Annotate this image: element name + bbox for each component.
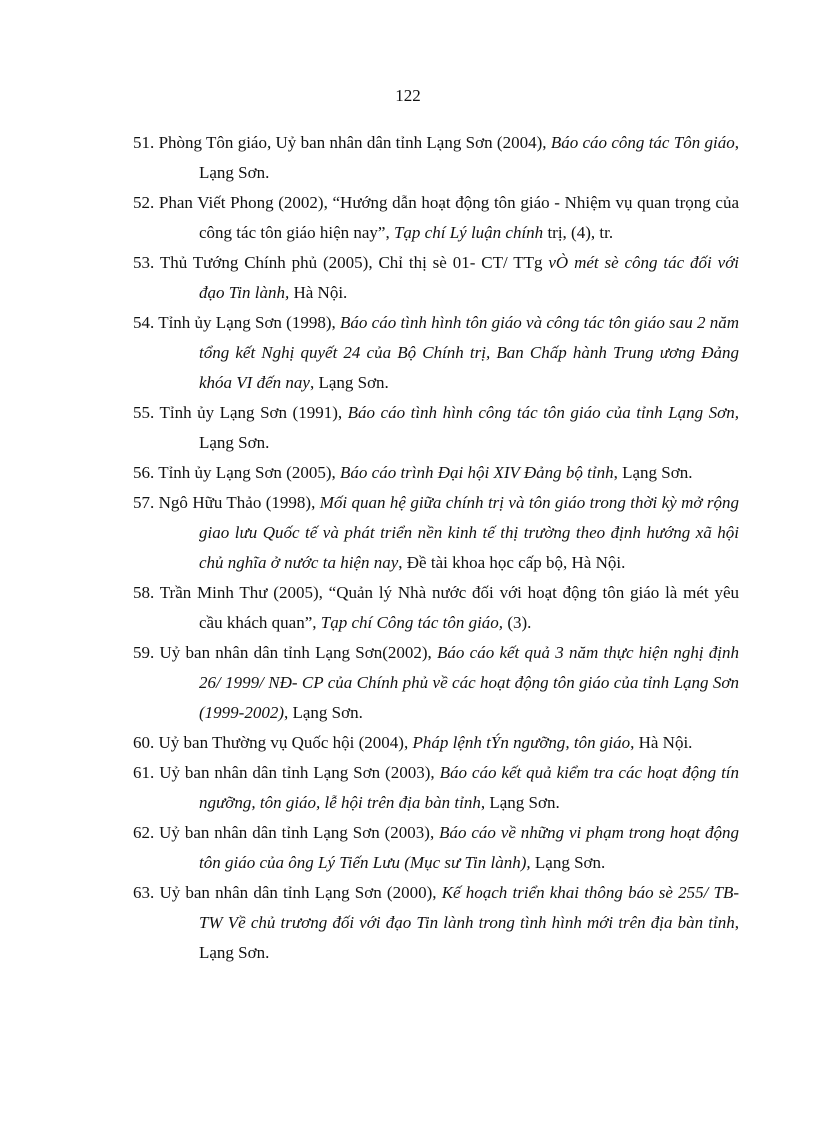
reference-number: 62. xyxy=(133,823,155,842)
reference-rest: Hà Nội. xyxy=(289,283,348,302)
reference-title: Báo cáo tình hình tôn giáo và công tác tôn giáo sau 2 năm tổng kết Nghị quyết 24 của Bộ Chính trị, Ban Chấp hành Trung ương Đảng khóa VI đến nay xyxy=(199,313,740,392)
reference-number: 63. xyxy=(133,883,155,902)
reference-list xyxy=(133,128,739,968)
reference-author: Uỷ ban Thường vụ Quốc hội (2004), xyxy=(158,733,409,752)
reference-item xyxy=(133,488,739,578)
reference-item xyxy=(133,638,739,728)
reference-rest: , Lạng Sơn. xyxy=(283,703,363,722)
reference-author: Phan Viết Phong (2002), “Hướng dẫn hoạt động tôn giáo - Nhiệm vụ quan trọng của công tác tôn giáo hiện nay”, xyxy=(158,193,739,242)
reference-author: Uỷ ban nhân dân tỉnh Lạng Sơn (2003), xyxy=(159,763,435,782)
reference-item xyxy=(133,308,739,398)
reference-number: 55. xyxy=(133,403,155,422)
reference-title: Tạp chí Công tác tôn giáo, xyxy=(320,613,504,632)
reference-rest: , Đề tài khoa học cấp bộ, Hà Nội. xyxy=(398,553,626,572)
reference-author: Uỷ ban nhân dân tỉnh Lạng Sơn (2003), xyxy=(159,823,435,842)
reference-item xyxy=(133,458,739,488)
reference-rest: , Lạng Sơn. xyxy=(480,793,560,812)
reference-rest: trị, (4), tr. xyxy=(543,223,614,242)
reference-title: Pháp lệnh tÝn ngưỡng, tôn giáo xyxy=(412,733,631,752)
reference-item xyxy=(133,578,739,638)
reference-rest: Lạng Sơn. xyxy=(530,853,606,872)
reference-title: vÒ mét sè công tác đối với đạo Tin lành, xyxy=(199,253,739,302)
reference-number: 54. xyxy=(133,313,155,332)
reference-rest: , Lạng Sơn. xyxy=(309,373,389,392)
page-number: 122 xyxy=(395,86,421,105)
reference-rest: Lạng Sơn. xyxy=(199,433,270,452)
reference-item xyxy=(133,248,739,308)
reference-number: 61. xyxy=(133,763,155,782)
reference-item xyxy=(133,188,739,248)
reference-item xyxy=(133,398,739,458)
reference-rest: , Lạng Sơn. xyxy=(199,133,740,182)
reference-author: Tỉnh ủy Lạng Sơn (2005), xyxy=(158,463,336,482)
reference-title: Tạp chí Lý luận chính xyxy=(393,223,544,242)
reference-title: Mối quan hệ giữa chính trị và tôn giáo trong thời kỳ mở rộng giao lưu Quốc tế và phát triển nền kinh tế thị trường theo định hướng xã hội chủ nghĩa ở nước ta hiện nay xyxy=(199,493,740,572)
reference-item xyxy=(133,878,739,968)
reference-number: 52. xyxy=(133,193,155,212)
reference-title: Báo cáo kết quả 3 năm thực hiện nghị định 26/ 1999/ NĐ- CP của Chính phủ về các hoạt động tôn giáo của tỉnh Lạng Sơn (1999-2002) xyxy=(199,643,740,722)
reference-item xyxy=(133,818,739,878)
reference-item xyxy=(133,128,739,188)
reference-author: Tỉnh ủy Lạng Sơn (1998), xyxy=(158,313,336,332)
reference-title: Báo cáo về những vi phạm trong hoạt động tôn giáo của ông Lý Tiến Lưu (Mục sư Tin lành), xyxy=(199,823,740,872)
reference-author: Uỷ ban nhân dân tỉnh Lạng Sơn (2000), xyxy=(159,883,437,902)
reference-rest: , Lạng Sơn. xyxy=(199,913,739,962)
reference-title: Báo cáo trình Đại hội XIV Đảng bộ tỉnh xyxy=(340,463,614,482)
reference-number: 56. xyxy=(133,463,155,482)
reference-author: Tỉnh ủy Lạng Sơn (1991), xyxy=(159,403,343,422)
reference-number: 60. xyxy=(133,733,155,752)
reference-rest: , Lạng Sơn. xyxy=(613,463,693,482)
reference-author: Trần Minh Thư (2005), “Quản lý Nhà nước đối với hoạt động tôn giáo là mét yêu cầu khách quan”, xyxy=(159,583,739,632)
reference-number: 53. xyxy=(133,253,155,272)
reference-number: 57. xyxy=(133,493,155,512)
reference-number: 51. xyxy=(133,133,155,152)
reference-author: Thủ Tướng Chính phủ (2005), Chỉ thị sè 01- CT/ TTg xyxy=(159,253,543,272)
reference-number: 58. xyxy=(133,583,155,602)
reference-title: Báo cáo kết quả kiểm tra các hoạt động tín ngưỡng, tôn giáo, lễ hội trên địa bàn tỉnh xyxy=(199,763,740,812)
reference-author: Phòng Tôn giáo, Uỷ ban nhân dân tỉnh Lạng Sơn (2004), xyxy=(158,133,547,152)
reference-author: Uỷ ban nhân dân tỉnh Lạng Sơn(2002), xyxy=(159,643,432,662)
reference-title: Báo cáo công tác Tôn giáo xyxy=(550,133,735,152)
reference-author: Ngô Hữu Thảo (1998), xyxy=(158,493,316,512)
reference-rest: (3). xyxy=(503,613,532,632)
reference-number: 59. xyxy=(133,643,155,662)
reference-rest: , Hà Nội. xyxy=(630,733,693,752)
reference-item xyxy=(133,758,739,818)
reference-title: Kế hoạch triển khai thông báo sè 255/ TB- TW Về chủ trương đối với đạo Tin lành trong tình hình mới trên địa bàn tỉnh xyxy=(199,883,740,932)
reference-item xyxy=(133,728,739,758)
reference-title: Báo cáo tình hình công tác tôn giáo của tỉnh Lạng Sơn, xyxy=(347,403,739,422)
